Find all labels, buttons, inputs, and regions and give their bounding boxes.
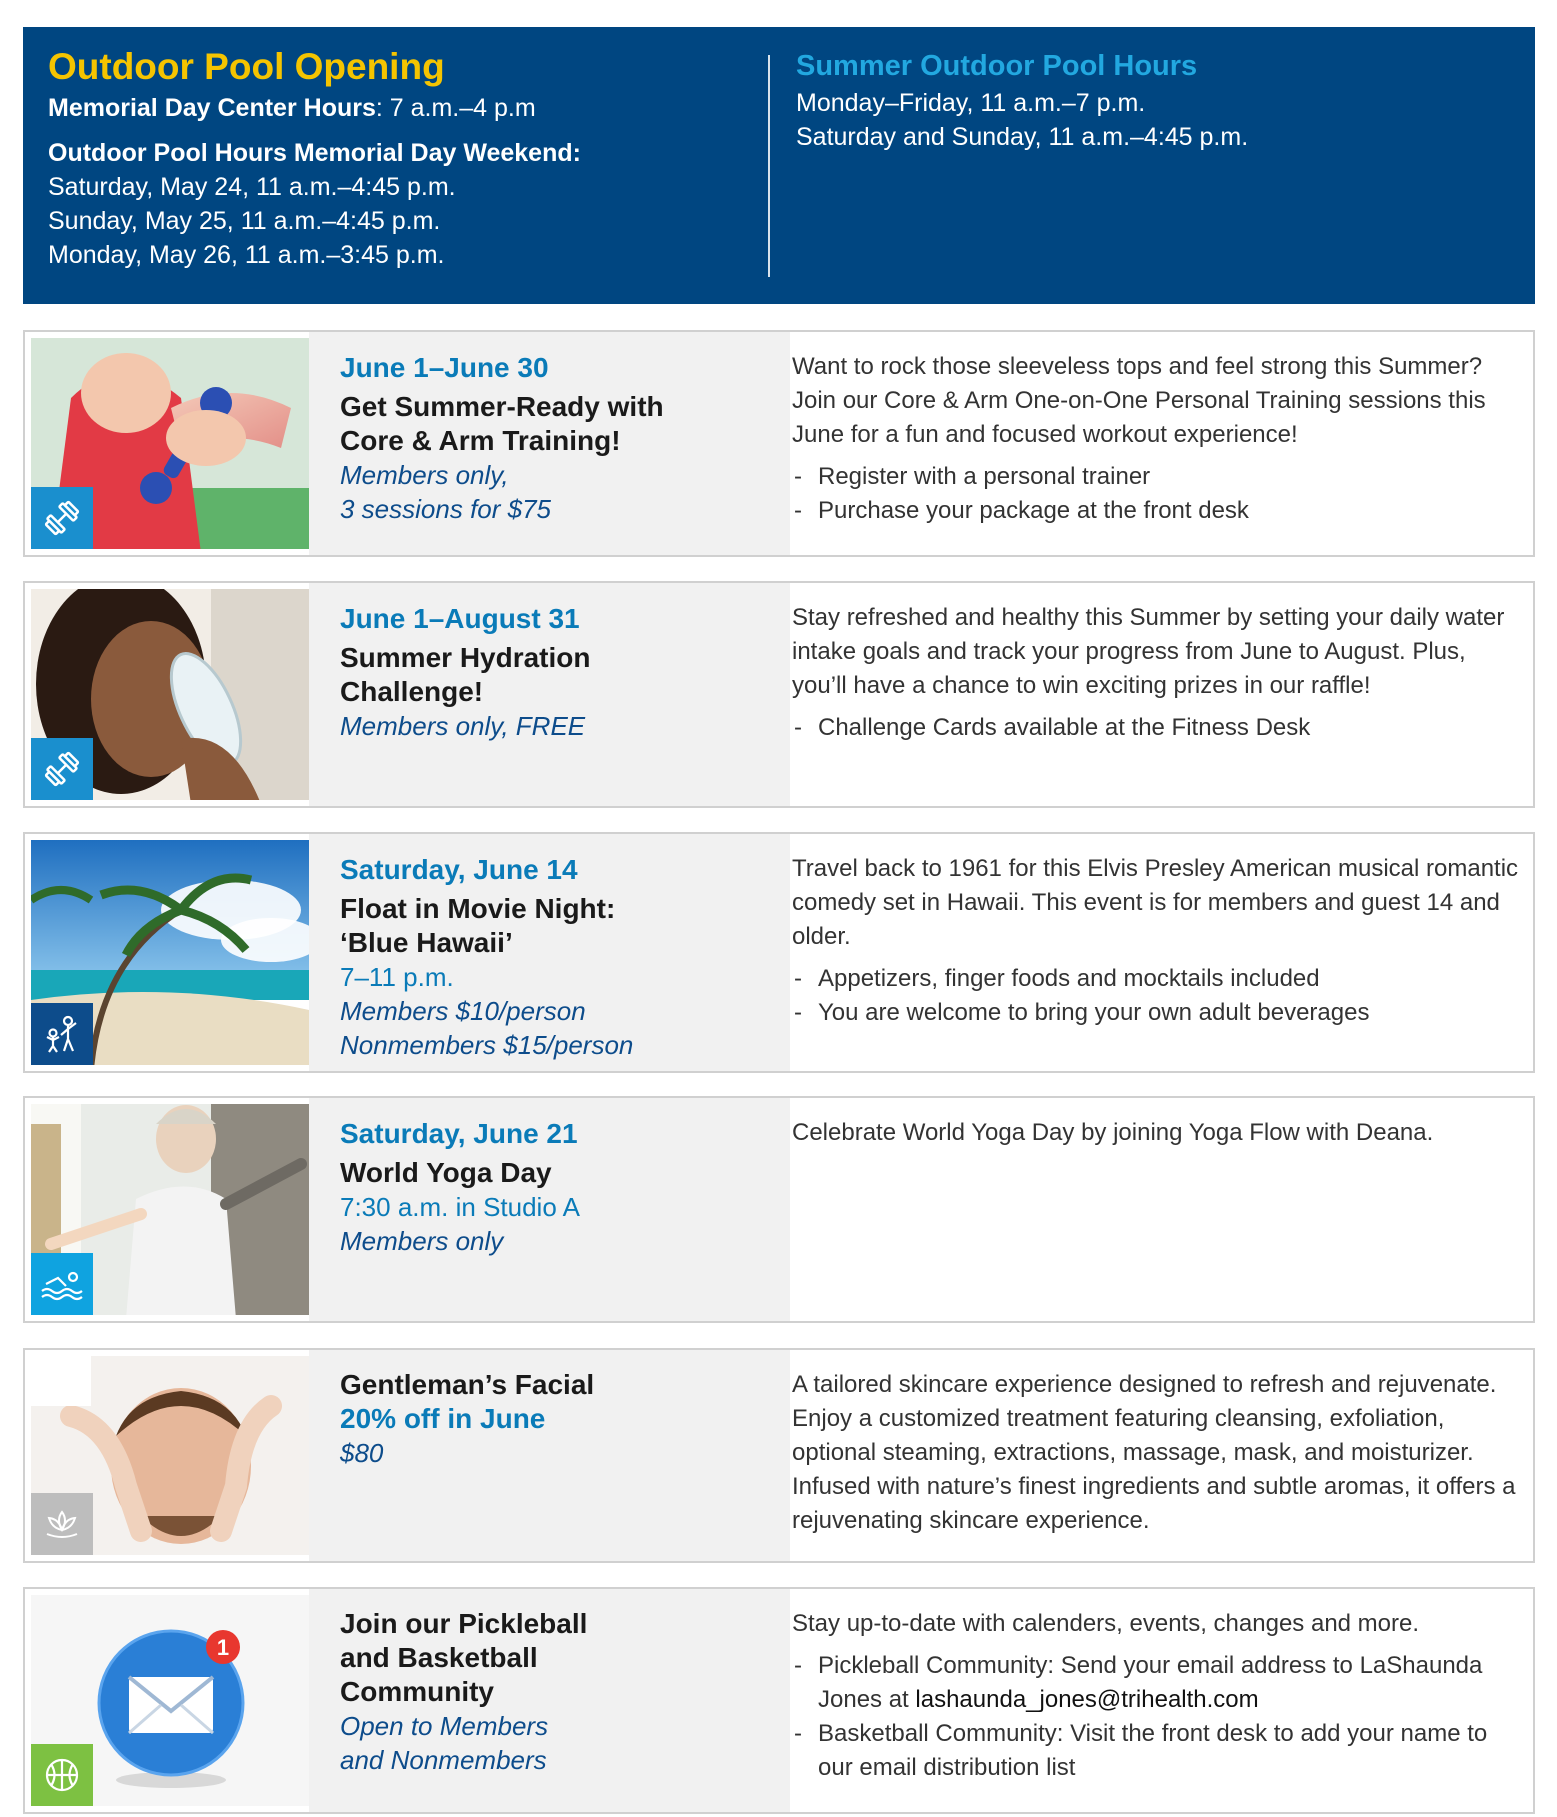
event-card-hydration <box>23 581 1535 808</box>
event-audience: and Nonmembers <box>340 1745 547 1775</box>
event-title: Join our Pickleball <box>340 1608 588 1639</box>
event-date: Saturday, June 14 <box>340 854 578 885</box>
event-discount: 20% off in June <box>340 1403 546 1434</box>
detail-list <box>792 711 1519 745</box>
summer-hours-section <box>796 46 1516 154</box>
yoga-class-photo <box>31 1104 309 1315</box>
description-text: Travel back to 1961 for this Elvis Presley American musical romantic comedy set in Hawaii. This event is for members and guest 14 and older. <box>792 855 1519 950</box>
event-card-movie-night <box>23 832 1535 1073</box>
email-notification-graphic <box>31 1595 309 1806</box>
weekend-heading: Outdoor Pool Hours Memorial Day Weekend: <box>48 139 581 167</box>
event-description <box>792 852 1519 1030</box>
banner-title: Outdoor Pool Opening <box>48 46 445 87</box>
banner-divider <box>768 55 770 277</box>
weekend-line: Sunday, May 25, 11 a.m.–4:45 p.m. <box>48 207 441 235</box>
dumbbell-workout-photo <box>31 338 309 549</box>
event-title: ‘Blue Hawaii’ <box>340 927 513 958</box>
event-summary <box>309 332 790 555</box>
event-pricing: Members only, <box>340 460 509 490</box>
event-pricing: Nonmembers $15/person <box>340 1030 634 1060</box>
event-description <box>792 601 1519 745</box>
facial-massage-photo <box>31 1356 309 1555</box>
pickleball-bullet-text: Pickleball Community: Send your email address to LaShaunda Jones at <box>818 1652 1483 1713</box>
center-hours-label: Memorial Day Center Hours <box>48 94 376 122</box>
list-item: - Basketball Community: Visit the front desk to add your name to our email distribution list <box>792 1717 1519 1785</box>
basketball-icon <box>31 1744 93 1806</box>
event-summary <box>309 1098 790 1321</box>
pool-hours-banner <box>23 27 1535 304</box>
event-date: Saturday, June 21 <box>340 1118 578 1149</box>
summer-hours-title: Summer Outdoor Pool Hours <box>796 50 1198 82</box>
event-time: 7:30 a.m. in Studio A <box>340 1192 580 1222</box>
event-audience: Open to Members <box>340 1711 549 1741</box>
event-title: Challenge! <box>340 676 484 707</box>
event-pricing: Members only, FREE <box>340 711 586 741</box>
event-pricing: 3 sessions for $75 <box>340 494 552 524</box>
event-pricing: $80 <box>340 1438 384 1468</box>
event-title: Summer Hydration <box>340 642 591 673</box>
event-date: June 1–August 31 <box>340 603 580 634</box>
description-text: Want to rock those sleeveless tops and feel strong this Summer? Join our Core & Arm One-on-One Personal Training sessions this June for a fun and focused workout experience! <box>792 353 1486 448</box>
drinking-water-photo <box>31 589 309 800</box>
event-card-community <box>23 1587 1535 1814</box>
detail-list <box>792 460 1519 528</box>
description-text: A tailored skincare experience designed to refresh and rejuvenate. Enjoy a customized treatment featuring cleansing, exfoliation, optional steaming, extractions, massage, mask, and moisturizer. Infused with nature’s finest ingredients and subtle aromas, it offers a rejuvenating skincare experience. <box>792 1371 1516 1534</box>
summer-hours-line: Saturday and Sunday, 11 a.m.–4:45 p.m. <box>796 123 1249 151</box>
detail-list <box>792 962 1519 1030</box>
event-summary <box>309 1589 790 1812</box>
event-summary <box>309 834 790 1071</box>
event-description <box>792 1116 1519 1150</box>
detail-list <box>792 1649 1519 1785</box>
event-title: Float in Movie Night: <box>340 893 616 924</box>
event-time: 7–11 p.m. <box>340 962 454 992</box>
list-item: - Challenge Cards available at the Fitness Desk <box>792 711 1519 745</box>
list-item: - Appetizers, finger foods and mocktails included <box>792 962 1519 996</box>
beach-palm-photo <box>31 840 309 1065</box>
email-link[interactable]: lashaunda_jones@trihealth.com <box>915 1686 1259 1713</box>
event-title: Gentleman’s Facial <box>340 1369 595 1400</box>
event-card-core-arm <box>23 330 1535 557</box>
dumbbell-icon <box>31 487 93 549</box>
weekend-line: Saturday, May 24, 11 a.m.–4:45 p.m. <box>48 173 456 201</box>
event-description <box>792 350 1519 528</box>
swimmer-icon <box>31 1253 93 1315</box>
event-summary <box>309 583 790 806</box>
event-card-facial <box>23 1348 1535 1563</box>
event-summary <box>309 1350 790 1561</box>
event-title: World Yoga Day <box>340 1157 552 1188</box>
event-date: June 1–June 30 <box>340 352 549 383</box>
pool-opening-section <box>48 45 748 272</box>
event-title: Get Summer-Ready with <box>340 391 664 422</box>
lotus-icon <box>31 1493 93 1555</box>
family-icon <box>31 1003 93 1065</box>
summer-hours-line: Monday–Friday, 11 a.m.–7 p.m. <box>796 89 1146 117</box>
list-item: - Register with a personal trainer <box>792 460 1519 494</box>
event-pricing: Members $10/person <box>340 996 586 1026</box>
list-item: - Purchase your package at the front desk <box>792 494 1519 528</box>
dumbbell-icon <box>31 738 93 800</box>
center-hours <box>48 91 748 125</box>
list-item <box>792 1649 1519 1717</box>
center-hours-value: : 7 a.m.–4 p.m <box>375 94 536 122</box>
list-item: - You are welcome to bring your own adult beverages <box>792 996 1519 1030</box>
event-title: Core & Arm Training! <box>340 425 621 456</box>
weekend-line: Monday, May 26, 11 a.m.–3:45 p.m. <box>48 241 445 269</box>
notification-badge-count: 1 <box>216 1635 230 1660</box>
description-text: Celebrate World Yoga Day by joining Yoga Flow with Deana. <box>792 1119 1434 1146</box>
description-text: Stay up-to-date with calenders, events, changes and more. <box>792 1610 1420 1637</box>
event-title: Community <box>340 1676 494 1707</box>
event-pricing: Members only <box>340 1226 504 1256</box>
event-description <box>792 1607 1519 1785</box>
event-description <box>792 1368 1519 1538</box>
event-title: and Basketball <box>340 1642 538 1673</box>
event-card-yoga-day <box>23 1096 1535 1323</box>
description-text: Stay refreshed and healthy this Summer by setting your daily water intake goals and track your progress from June to August. Plus, you’ll have a chance to win exciting prizes in our raffle! <box>792 604 1505 699</box>
